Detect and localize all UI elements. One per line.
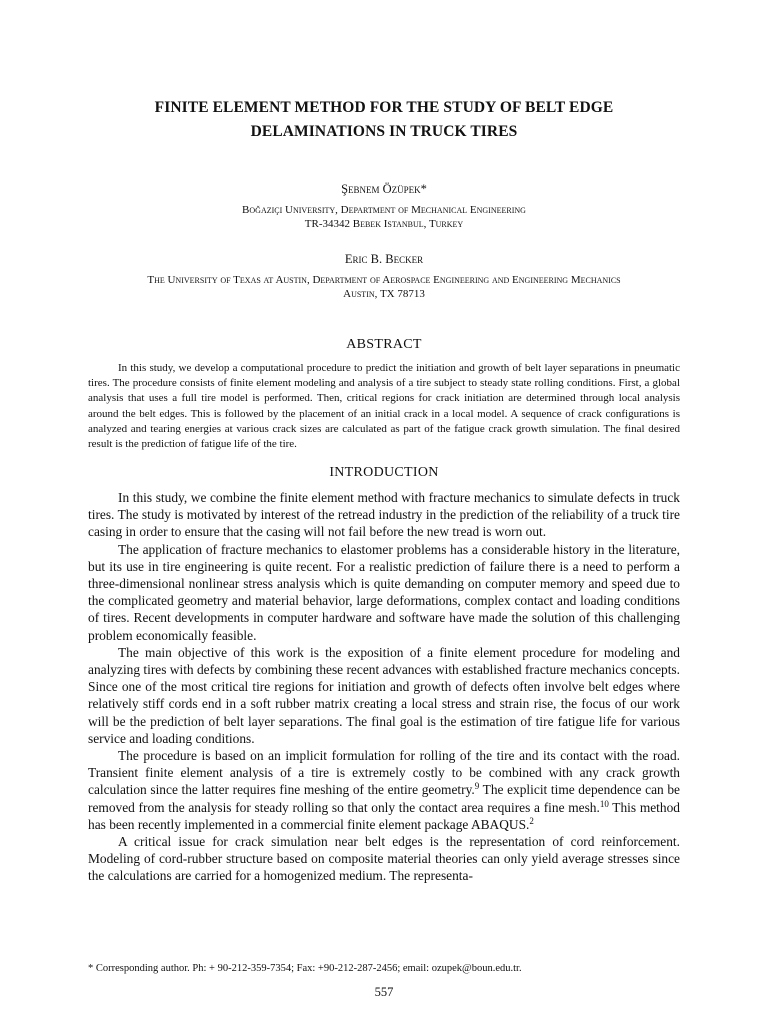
paragraph-4-part-3: This method has been recently implemented in a commercial finite element package ABAQUS. [88, 799, 680, 832]
author-2-name: Eric B. Becker [344, 252, 424, 266]
paragraph-4-part-1: The procedure is based on an implicit formulation for rolling of the tire and its contact with the road. Transient finite element analysis of a tire is extremely costly to be combined with any crack growth calculation since the latter requires fine meshing of the entire geometry. [88, 748, 680, 798]
corresponding-author-footnote: * Corresponding author. Ph: + 90-212-359-7354; Fax: +90-212-287-2456; email: ozupek@boun.edu.tr. [88, 963, 522, 974]
paper-page [88, 0, 680, 1024]
paragraph-4-part-2: The explicit time dependence can be removed from the analysis for steady rolling so that only the contact area requires a fine mesh. [88, 782, 680, 815]
paragraph-4 [88, 747, 680, 833]
page-number: 557 [374, 985, 394, 999]
paragraph-2: The application of fracture mechanics to elastomer problems has a considerable history in the literature, but its use in tire engineering is quite recent. For a realistic prediction of failure there is a need to perform a three-dimensional nonlinear stress analysis which is quite demanding on computer memory and speed due to the complicated geometry and material behavior, large deformations, complex contact and loading conditions of tires. Recent developments in computer hardware and software have made the solution of this challenging problem economically feasible. [88, 541, 680, 643]
reference-2: 2 [529, 815, 534, 826]
author-1-name: Şebnem Özüpek* [341, 182, 427, 196]
author-1-affiliation-line-2: TR-34342 Bebek Istanbul, Turkey [304, 218, 464, 230]
reference-9: 9 [474, 781, 480, 792]
author-2-affiliation-line-1: The University of Texas at Austin, Department of Aerospace Engineering and Engineering Mechanics [147, 274, 621, 286]
abstract-text: In this study, we develop a computational procedure to predict the initiation and growth of belt layer separations in pneumatic tires. The procedure consists of finite element modeling and analysis of a tire subject to steady state rolling conditions. First, a global analysis that uses a full tire model is performed. Then, critical regions for crack initiation are determined through local analysis around the belt edges. This is followed by the placement of an initial crack in a local model. A sequence of crack configurations is analyzed and tearing energies at various crack sizes are calculated as part of the fatigue crack growth simulation. The final desired result is the prediction of fatigue life of the tire. [88, 362, 680, 451]
author-1-affiliation-line-1: Boğaziçi University, Department of Mechanical Engineering [242, 204, 526, 216]
title-line-1: FINITE ELEMENT METHOD FOR THE STUDY OF BELT EDGE [154, 99, 614, 116]
introduction-heading: INTRODUCTION [329, 465, 439, 480]
title-line-2: DELAMINATIONS IN TRUCK TIRES [250, 123, 518, 140]
paragraph-1: In this study, we combine the finite element method with fracture mechanics to simulate defects in truck tires. The study is motivated by interest of the retread industry in the prediction of the reliability of a truck tire casing in order to ensure that the casing will not fail before the new tread is worn out. [88, 490, 680, 540]
reference-10: 10 [599, 798, 609, 809]
abstract-heading: ABSTRACT [346, 337, 422, 352]
paragraph-5: A critical issue for crack simulation near belt edges is the representation of cord reinforcement. Modeling of cord-rubber structure based on composite material theories can only yield average stresses since the calculations are carried for a homogenized medium. The representa- [88, 834, 680, 884]
paper-title [88, 96, 680, 144]
introduction-body [88, 489, 680, 885]
paragraph-3: The main objective of this work is the exposition of a finite element procedure for modeling and analyzing tires with defects by combining these recent advances with established fracture mechanics concepts. Since one of the most critical tire regions for initiation and growth of defects often involve belt edges where relatively stiff cords end in a soft rubber matrix creating a local stress and strain rise, the focus of our work will be the prediction of belt layer separations. The final goal is the estimation of tire fatigue life for various service and loading conditions. [88, 644, 680, 746]
author-2-affiliation-line-2: Austin, TX 78713 [343, 288, 425, 300]
